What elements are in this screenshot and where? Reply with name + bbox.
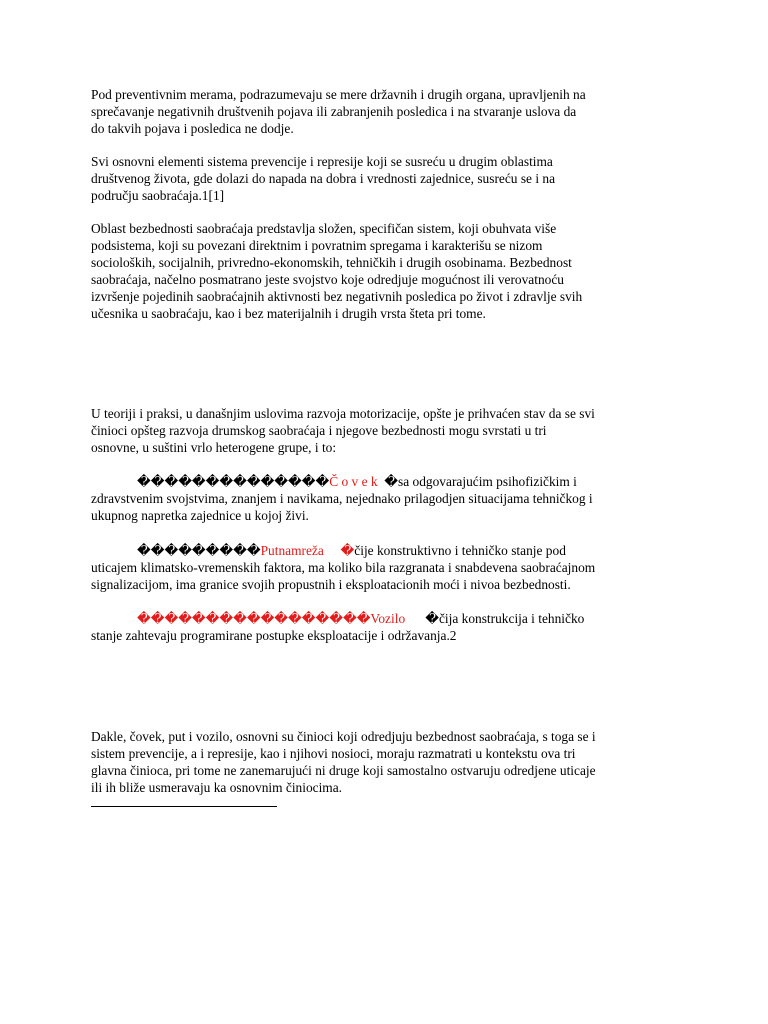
placeholder-glyphs: �	[323, 543, 355, 558]
text-line: do takvih pojava i posledica ne dodje.	[91, 121, 294, 136]
text-line: Oblast bezbednosti saobraćaja predstavlja složen, specifičan sistem, koji obuhvata više	[91, 221, 557, 236]
text-line: zdravstvenim svojstvima, znanjem i navikama, nejednako prilagodjen situacijama tehničkog i	[91, 491, 593, 506]
text-line: uticajem klimatsko-vremenskih faktora, ma koliko bila razgranata i snabdevena saobraćajnom	[91, 560, 596, 575]
text-line: osnovne, u suštini vrlo heterogene grupe, i to:	[91, 440, 337, 455]
text-line: društvenog života, gde dolazi do napada na dobra i vrednosti zajednice, susreću se i na	[91, 171, 556, 186]
text-line: stanje zahtevaju programirane postupke eksploatacije i održavanja.2	[91, 628, 457, 643]
text-line: Svi osnovni elementi sistema prevencije i represije koji se susreću u drugim oblastima	[91, 154, 553, 169]
text-line: Dakle, čovek, put i vozilo, osnovni su činioci koji odredjuju bezbednost saobraćaja, s toga se i	[91, 729, 596, 744]
factor-heading-line	[91, 542, 683, 559]
factor-vehicle	[91, 610, 683, 644]
factor-term-road: Putnamreža	[260, 543, 324, 558]
text-line: socioloških, socijalnih, privredno-ekonomskih, tehničkih i drugih osobinama. Bezbednost	[91, 255, 572, 270]
placeholder-glyphs: ��������������	[137, 474, 330, 489]
paragraph-basic-elements	[91, 153, 683, 204]
placeholder-glyphs: ���������	[137, 543, 261, 558]
paragraph-preventive-measures	[91, 86, 683, 137]
text-line: činioci opšteg razvoja drumskog saobraćaja i njegove bezbednosti mogu svrstati u tri	[91, 423, 547, 438]
text-line: izvršenje pojedinih saobraćajnih aktivnosti bez negativnih posledica po život i zdravlje svih	[91, 289, 583, 304]
footnote-separator	[91, 806, 277, 807]
text-line: sistem prevencije, a i represije, kao i njihovi nosioci, moraju razmatrati u kontekstu ova tri	[91, 746, 576, 761]
factor-description: �sa odgovarajućim psihofizičkim i	[377, 474, 577, 489]
factor-term-vehicle: Vozilo	[370, 611, 406, 626]
text-line: ili ih bliže usmeravaju ka osnovnim činiocima.	[91, 780, 343, 795]
text-line: području saobraćaja.1[1]	[91, 188, 225, 203]
paragraph-traffic-safety	[91, 220, 683, 322]
factor-description: �čija konstrukcija i tehničko	[405, 611, 585, 626]
factor-heading-line	[91, 473, 683, 490]
text-line: glavna činioca, pri tome ne zanemarujući ni druge koji samostalno ostvaruju odredjene uticaje	[91, 763, 596, 778]
text-line: U teoriji i praksi, u današnjim uslovima razvoja motorizacije, opšte je prihvaćen stav da se svi	[91, 406, 595, 421]
paragraph-theory-practice	[91, 405, 683, 456]
text-line: signalizacijom, ima granice svojih propustnih i eksploatacionih moći i nivoa bezbednosti.	[91, 577, 571, 592]
text-line: učesnika u saobraćaju, kao i bez materijalnih i drugih vrsta šteta pri tome.	[91, 306, 486, 321]
factor-human	[91, 473, 683, 524]
factor-description: čije konstruktivno i tehničko stanje pod	[354, 543, 566, 558]
factor-term-human: Č o v e k	[329, 474, 378, 489]
factor-road-network	[91, 542, 683, 593]
text-line: Pod preventivnim merama, podrazumevaju se mere državnih i drugih organa, upravljenih na	[91, 87, 586, 102]
text-line: podsistema, koji su povezani direktnim i povratnim spregama i karakterišu se nizom	[91, 238, 543, 253]
paragraph-conclusion	[91, 728, 683, 796]
placeholder-glyphs: �����������������	[137, 611, 371, 626]
text-line: sprečavanje negativnih društvenih pojava ili zabranjenih posledica i na stvaranje uslova da	[91, 104, 577, 119]
factor-heading-line	[91, 610, 683, 627]
text-line: ukupnog napretka zajednice u kojoj živi.	[91, 508, 309, 523]
text-line: saobraćaja, načelno posmatrano jeste svojstvo koje odredjuje mogućnost ili verovatnoću	[91, 272, 565, 287]
